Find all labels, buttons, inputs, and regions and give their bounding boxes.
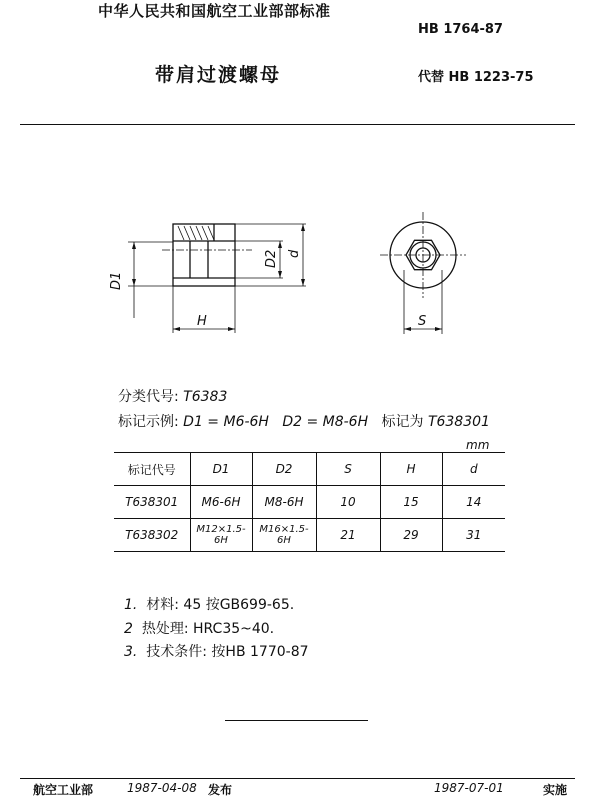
issuing-organization: 中华人民共和国航空工业部部标准 (98, 2, 331, 20)
table-header-row (114, 453, 505, 486)
marking-example (118, 411, 490, 431)
table-unit: mm (466, 438, 490, 452)
end-rule (225, 720, 368, 721)
nut-side-view (162, 224, 252, 286)
note-number: 2 (124, 621, 133, 637)
cell-d2: M8-6H (252, 486, 316, 519)
note-item (124, 618, 274, 638)
header-d1: D1 (190, 453, 252, 486)
cell-d2: M16×1.5-6H (252, 519, 316, 552)
table-row (114, 486, 505, 519)
cell-d1: M6-6H (190, 486, 252, 519)
label-s: S (418, 314, 427, 329)
classification-label: 分类代号: (118, 389, 179, 405)
cell-h: 29 (380, 519, 442, 552)
note-item (124, 641, 309, 661)
classification-value: T6383 (183, 389, 228, 405)
header-s: S (316, 453, 380, 486)
nut-end-view (380, 212, 466, 298)
note-number: 3. (124, 644, 138, 660)
cell-d: 14 (442, 486, 505, 519)
marking-label: 标记示例: (118, 414, 179, 430)
nut-outline (173, 224, 235, 286)
note-number: 1. (124, 597, 138, 613)
cell-code: T638302 (114, 519, 190, 552)
spec-table (114, 452, 505, 552)
classification-code (118, 386, 227, 406)
header-h: H (380, 453, 442, 486)
cell-d1: M12×1.5-6H (190, 519, 252, 552)
footer-implemented-word: 实施 (543, 783, 568, 797)
marked-as-value: T638301 (427, 414, 490, 430)
label-d: d (287, 249, 302, 258)
cell-code: T638301 (114, 486, 190, 519)
note-item (124, 594, 294, 614)
cell-h: 15 (380, 486, 442, 519)
marked-as-label: 标记为 (381, 414, 424, 430)
marking-d2-spec: D2 = M8-6H (282, 414, 369, 430)
footer-implemented-date: 1987-07-01 (434, 781, 504, 795)
note-text: 材料: 45 按GB699-65. (146, 597, 295, 613)
footer-issuer: 航空工业部 (33, 783, 94, 797)
table-row (114, 519, 505, 552)
label-h: H (197, 314, 207, 329)
cell-d: 31 (442, 519, 505, 552)
cell-s: 21 (316, 519, 380, 552)
label-d1: D1 (109, 271, 124, 290)
header-code: 标记代号 (114, 453, 190, 486)
footer-issued-date: 1987-04-08 (127, 781, 197, 795)
cell-s: 10 (316, 486, 380, 519)
note-text: 技术条件: 按HB 1770-87 (146, 644, 309, 660)
header-d: d (442, 453, 505, 486)
replaces-standard: 代替 HB 1223-75 (418, 70, 534, 85)
marking-d1-spec: D1 = M6-6H (183, 414, 269, 430)
note-text: 热处理: HRC35~40. (141, 621, 275, 637)
footer-issued-word: 发布 (208, 783, 233, 797)
document-title: 带肩过渡螺母 (155, 64, 282, 86)
header-d2: D2 (252, 453, 316, 486)
footer-rule (20, 778, 575, 779)
label-d2: D2 (264, 249, 279, 268)
standard-number: HB 1764-87 (418, 22, 503, 37)
